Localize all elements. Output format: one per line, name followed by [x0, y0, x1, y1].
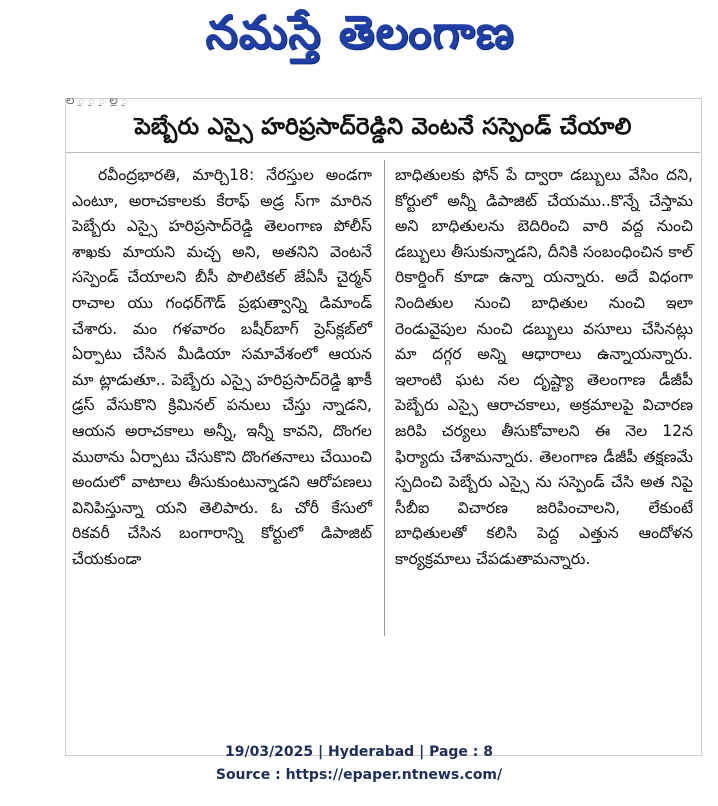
- article-paragraph: రవీంద్రభారతి, మార్చి18: నేరస్తుల అండగా ఎంటూ, అరాచకాలకు కేరాఫ్ అడ్ర స్‌గా మారిన పెబ్బేరు ఎస్సై హరిప్రసాద్‌రెడ్డి తెలంగాణ పోలీస్ శాఖకు మాయని మచ్చ అని, అతనిని వెంటనే సస్పెండ్ చేయాలని బీసీ పొలిటికల్ జేఏసీ చైర్మన్ రాచాల యు గంధర్‌గౌడ్ ప్రభుత్వాన్ని డిమాండ్ చేశారు. మం గళవారం బషీర్‌బాగ్ ప్రెస్‌క్లబ్‌లో ఏర్పాటు చేసిన మీడియా సమావేశంలో ఆయన మా ట్లాడుతూ.. పెబ్బేరు ఎస్సై హరిప్రసాద్‌రెడ్డి ఖాకీ డ్రస్ వేసుకొని క్రిమినల్ పనులు చేస్తు న్నాడని, ఆయన అరాచకాలు అన్నీ, ఇన్నీ కావని, దొంగల ముఠాను ఏర్పాటు చేసుకొని దొంగతనాలు చేయించి అందులో వాటాలు తీసుకుంటున్నాడని ఆరోపణలు వినిపిస్తున్నా యని తెలిపారు. ఓ చోరీ కేసులో రికవరీ చేసిన బంగారాన్ని కోర్టులో డిపాజిట్ చేయకుండా: [72, 166, 372, 568]
- headline-divider: [66, 152, 700, 153]
- newspaper-title: నమస్తే తెలంగాణ: [205, 5, 515, 59]
- article-paragraph: బాధితులకు ఫోన్ పే ద్వారా డబ్బులు వేసిం దని, కోర్టులో అన్నీ డిపాజిట్ చేయము..కొన్నే చేస్తామ అని బాధితులను బెదిరించి వారి వద్ద నుంచి డబ్బులు తీసుకున్నాడని, దీనికి సంబంధించిన కాల్ రికార్డింగ్ కూడా ఉన్నా యన్నారు. అదే విధంగా నిందితుల నుంచి బాధితుల నుంచి ఇలా రెండువైపుల నుంచి డబ్బులు వసూలు చేసినట్లు మా దగ్గర అన్ని ఆధారాలు ఉన్నాయన్నారు. ఇలాంటి ఘట నల దృష్ట్యా తెలంగాణ డీజీపీ పెబ్బేరు ఎస్సై ఆరాచకాలు, అక్రమాలపై విచారణ జరిపి చర్యలు తీసుకోవాలని ఈ నెల 12న ఫిర్యాదు చేశామన్నారు. తెలంగాణ డీజీపీ తక్షణమే స్పదించి పెబ్బేరు ఎస్సై ను సస్పెండ్ చేసి అత నిపై సీబీఐ విచారణ జరిపించాలని, లేకుంటే బాధితులతో కలిసి పెద్ద ఎత్తున ఆందోళన కార్యక్రమాలు చేపడుతామన్నారు.: [395, 166, 693, 568]
- article-headline: పెబ్బేరు ఎస్సై హరిప్రసాద్‌రెడ్డిని వెంటనే సస్పెండ్ చేయాలి: [134, 114, 632, 140]
- article-column-left: [72, 163, 372, 573]
- cut-off-text-strip: ల ౖ ౖ ౖ ల్ల ౖ: [66, 96, 129, 106]
- article-column-right: [395, 163, 693, 573]
- column-divider: [384, 160, 385, 636]
- footer-source-line: Source : https://epaper.ntnews.com/: [215, 767, 503, 783]
- masthead-logo: [150, 4, 570, 72]
- footer-date-line: 19/03/2025 | Hyderabad | Page : 8: [224, 744, 494, 760]
